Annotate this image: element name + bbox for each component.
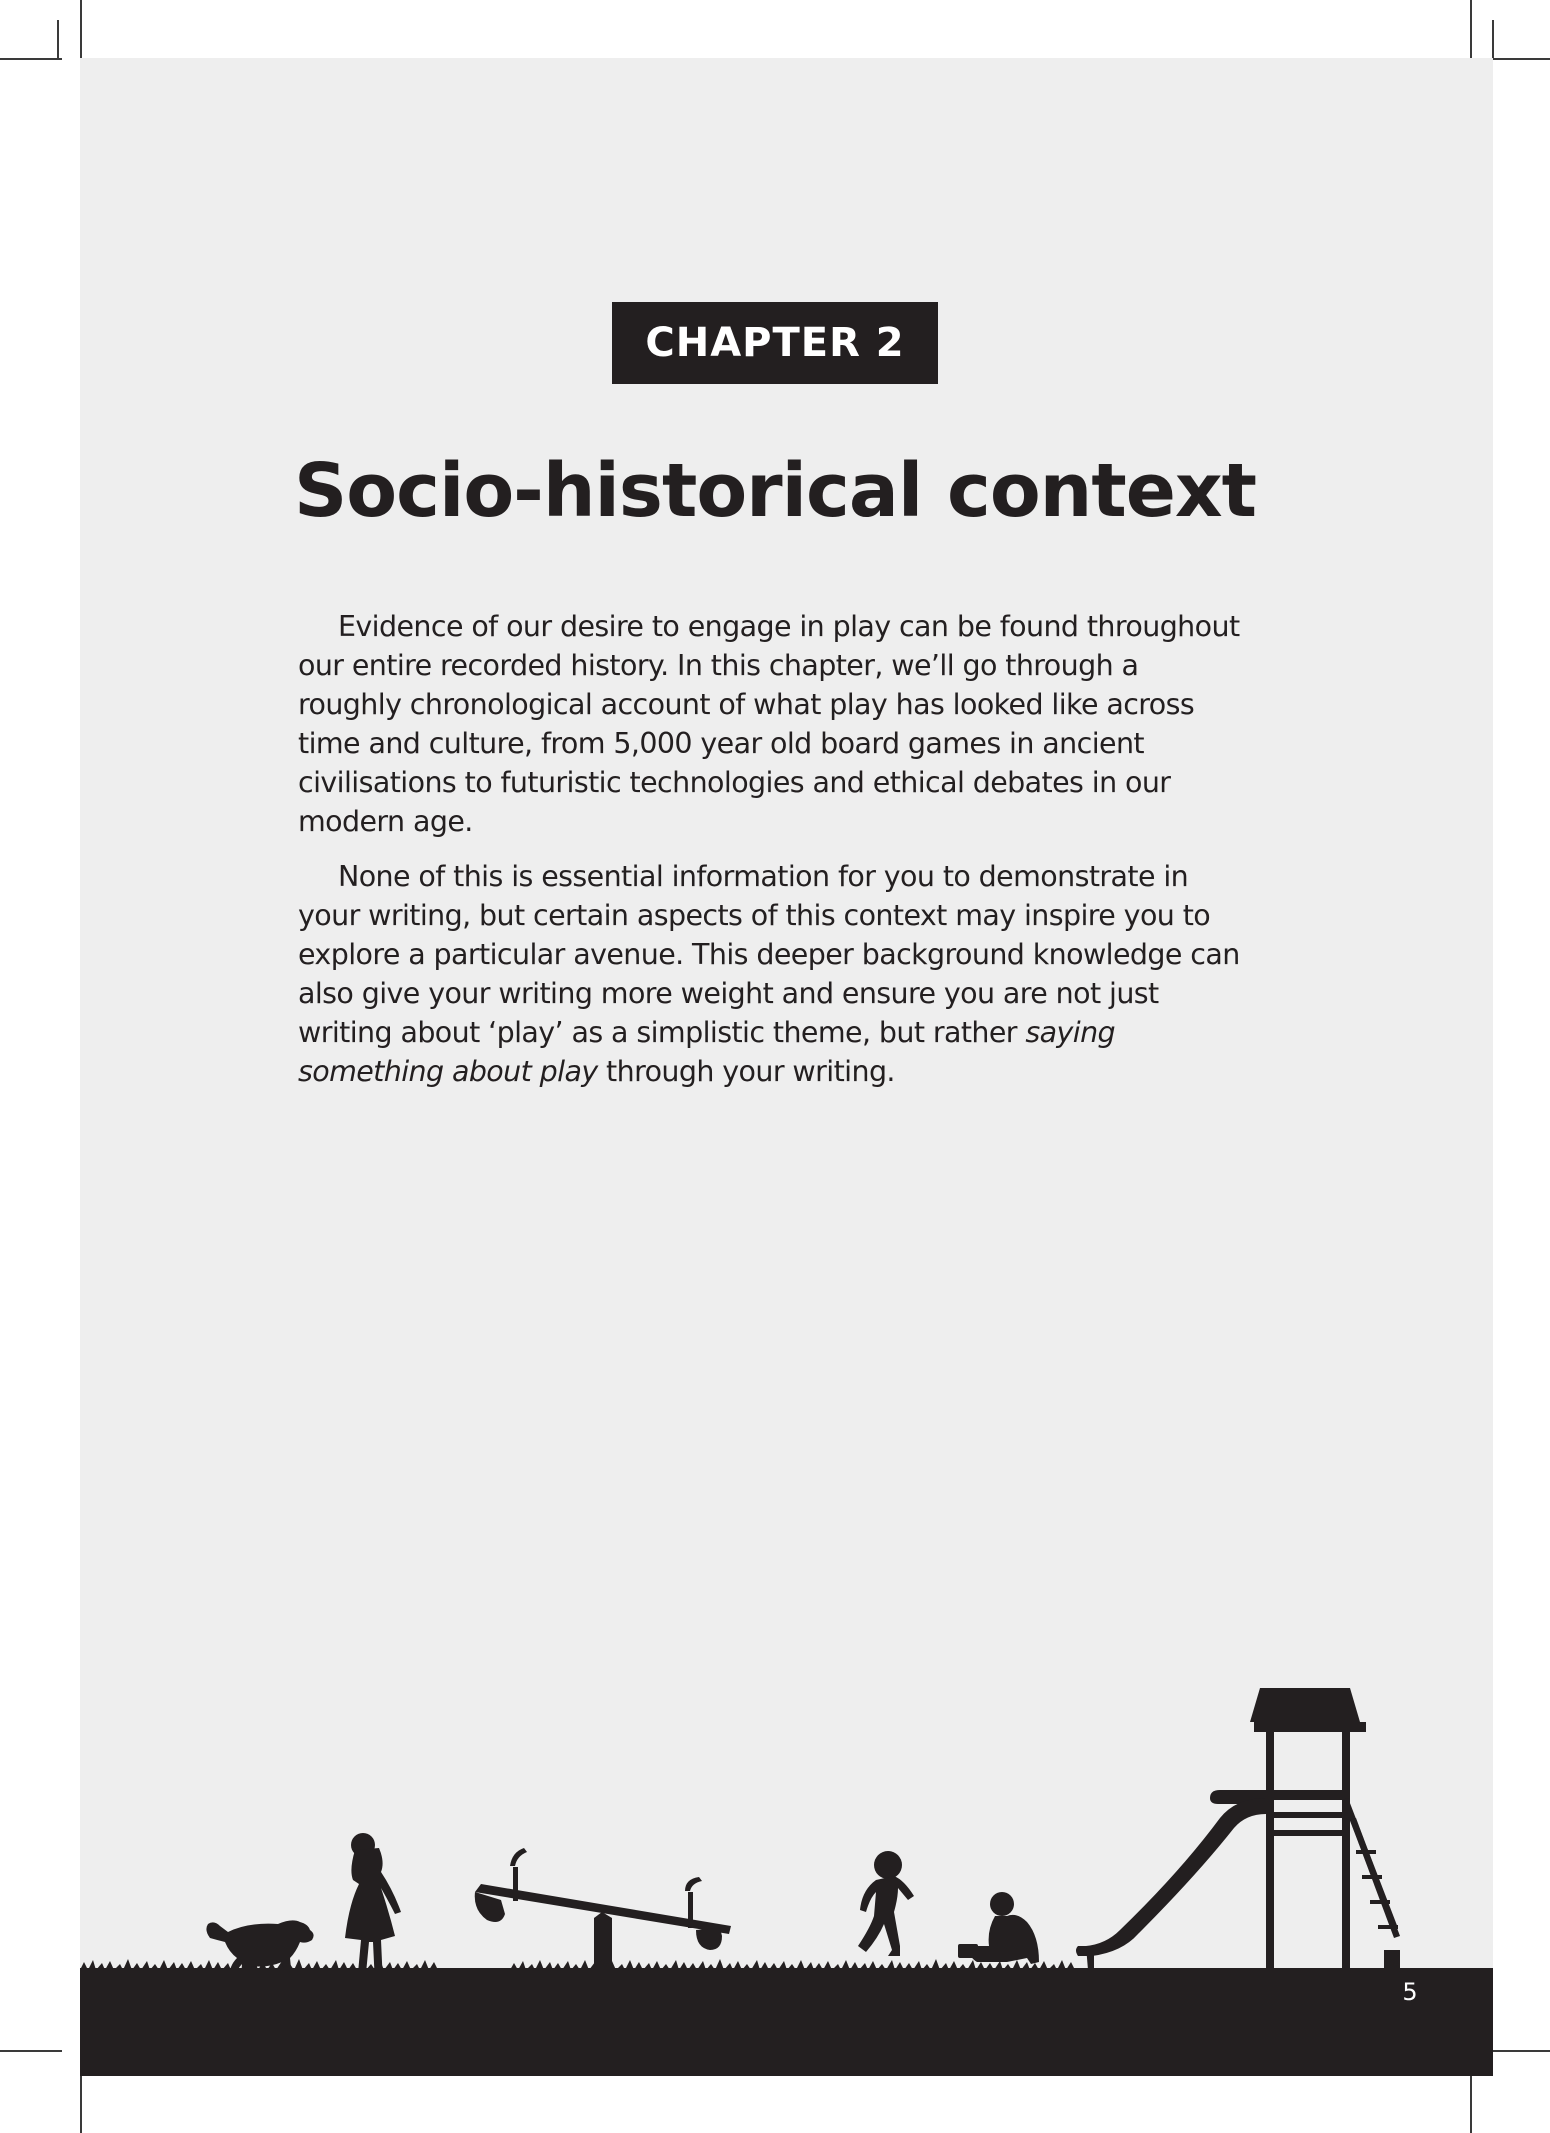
- crop-mark: [0, 58, 62, 60]
- page-number: 5: [1402, 1978, 1418, 2006]
- footer-band: [80, 1968, 1493, 2076]
- crop-mark: [80, 2072, 82, 2133]
- paragraph-context-start: None of this is essential information for you to demonstrate in your writing, but certain aspects of this context may inspire you to explore a particular avenue. This deeper background knowledge can also give your writing more weight and ensure you are not just writing about ‘play’ as a simplistic theme, but rather: [298, 860, 1240, 1049]
- emphasis-text: saying something about play: [298, 1016, 1116, 1088]
- crop-mark: [1492, 20, 1494, 60]
- chapter-label-text: CHAPTER 2: [645, 320, 905, 366]
- girl-silhouette-icon: [345, 1833, 401, 1984]
- crop-mark: [1490, 2050, 1550, 2052]
- crop-mark: [80, 0, 82, 62]
- slide-tower-silhouette-icon: [1076, 1688, 1400, 1970]
- sitting-child-silhouette-icon: [958, 1892, 1039, 1964]
- toddler-silhouette-icon: [858, 1851, 914, 1956]
- crop-mark: [1470, 2072, 1472, 2133]
- chapter-label: [612, 302, 938, 384]
- crop-mark: [1490, 58, 1550, 60]
- paragraph-context-end: through your writing.: [597, 1055, 895, 1088]
- crop-mark: [57, 20, 59, 60]
- seesaw-silhouette-icon: [475, 1848, 731, 1970]
- crop-mark: [0, 2050, 62, 2052]
- body-text: [298, 607, 1250, 1107]
- paragraph-context: [298, 857, 1250, 1091]
- page-title: Socio-historical context: [293, 448, 1257, 534]
- paragraph-intro: Evidence of our desire to engage in play can be found throughout our entire recorded history. In this chapter, we’ll go through a roughly chronological account of what play has looked like across time and culture, from 5,000 year old board games in ancient civilisations to futuristic technologies and ethical debates in our modern age.: [298, 610, 1240, 838]
- crop-mark: [1470, 0, 1472, 62]
